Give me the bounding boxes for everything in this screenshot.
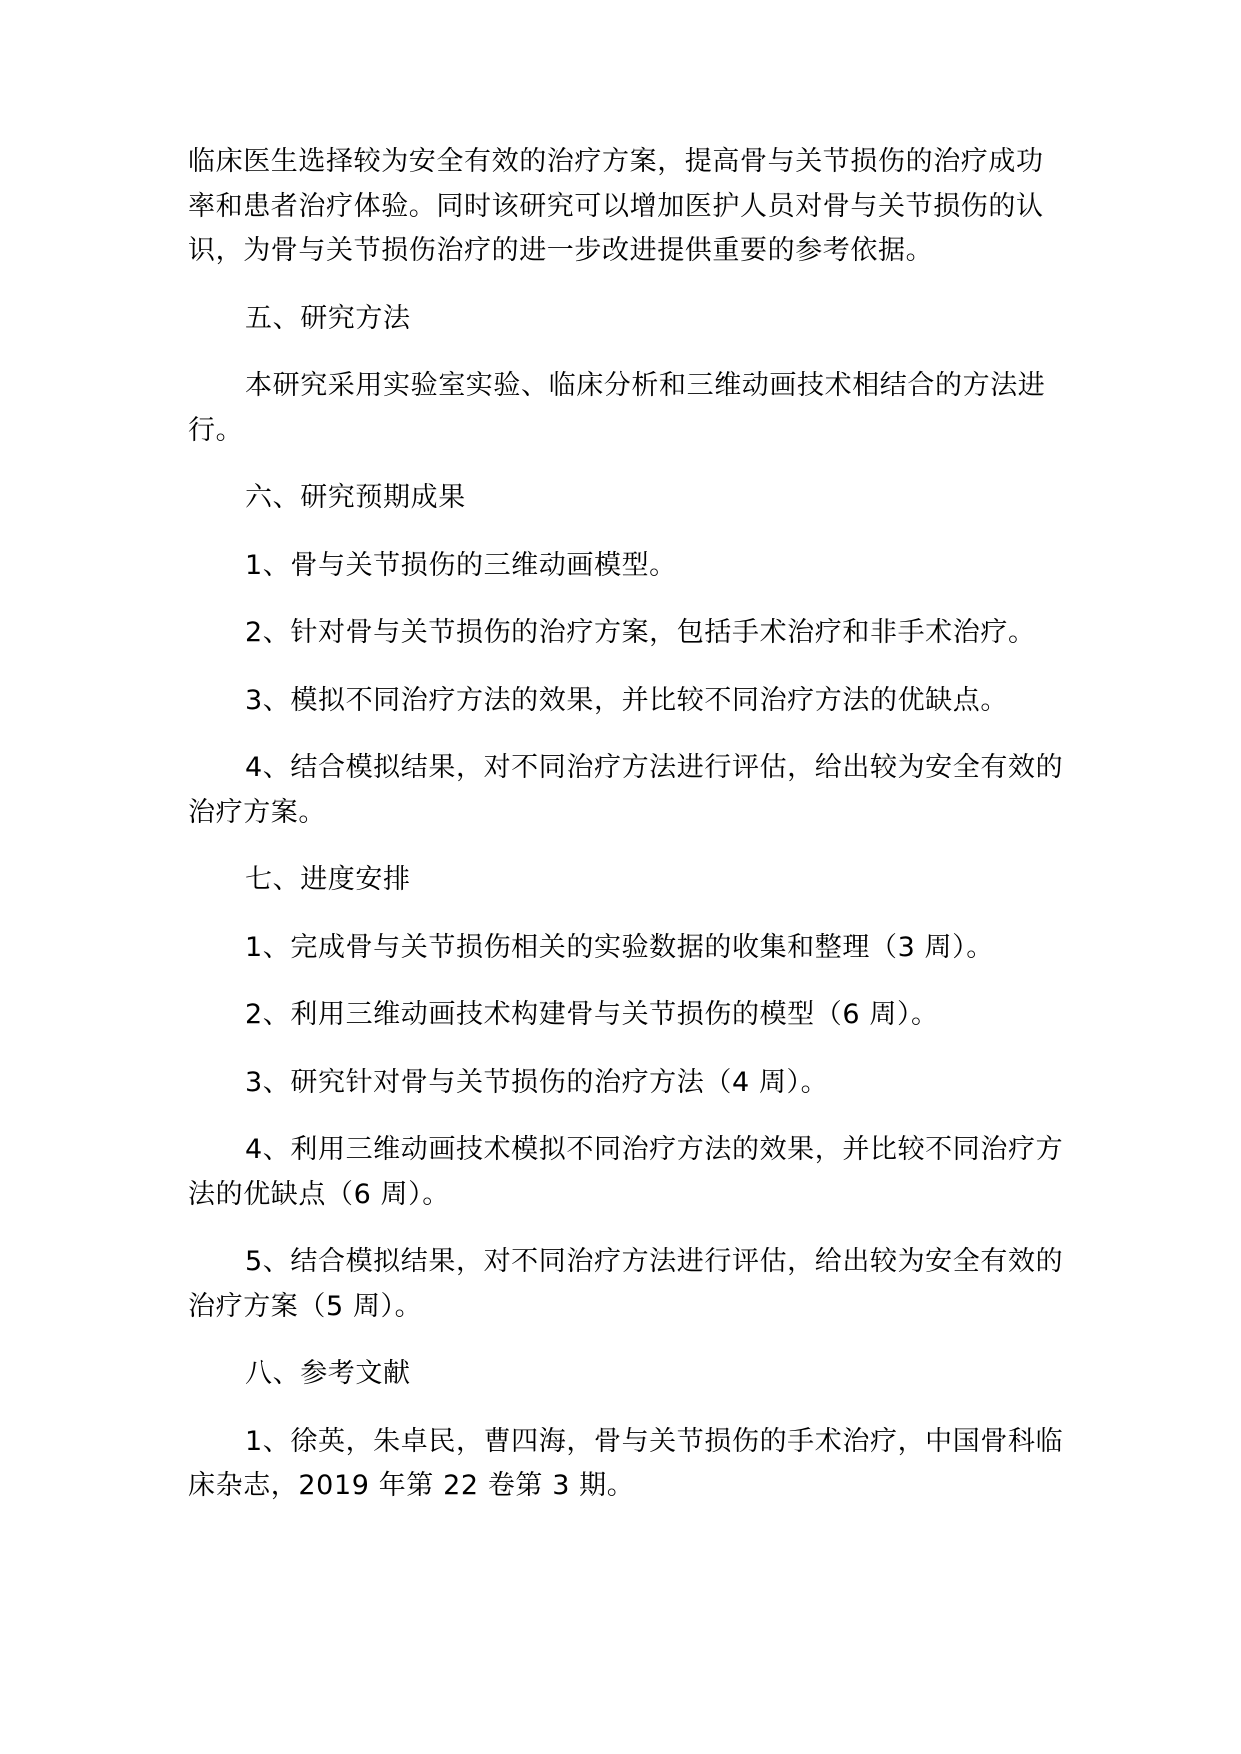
document-body — [188, 140, 1064, 1532]
list-item-schedule — [188, 926, 1058, 971]
reference-item — [188, 1420, 1064, 1509]
list-item-schedule — [188, 1061, 1058, 1106]
text-line: 治疗方案（5 周）。 — [188, 1290, 423, 1322]
text-line: 2、利用三维动画技术构建骨与关节损伤的模型（6 周）。 — [245, 999, 939, 1030]
paragraph-research-significance — [188, 140, 1058, 274]
list-item-expected-result — [188, 679, 1058, 724]
text-line: 率和患者治疗体验。同时该研究可以增加医护人员对骨与关节损伤的认 — [188, 190, 1044, 222]
section-heading-expected-results — [188, 476, 1058, 521]
text-line: 3、模拟不同治疗方法的效果，并比较不同治疗方法的优缺点。 — [245, 684, 1008, 716]
heading-text: 七、进度安排 — [245, 864, 411, 895]
heading-text: 八、参考文献 — [245, 1358, 411, 1389]
list-item-schedule — [188, 993, 1058, 1038]
list-item-expected-result — [188, 611, 1058, 656]
section-heading-research-methods — [188, 297, 1058, 342]
text-line: 1、骨与关节损伤的三维动画模型。 — [245, 549, 677, 581]
text-line: 治疗方案。 — [188, 796, 326, 828]
text-line: 2、针对骨与关节损伤的治疗方案，包括手术治疗和非手术治疗。 — [245, 617, 1036, 648]
text-line: 行。 — [188, 414, 244, 446]
text-line: 临床医生选择较为安全有效的治疗方案，提高骨与关节损伤的治疗成功 — [188, 146, 1044, 177]
text-line: 4、利用三维动画技术模拟不同治疗方法的效果，并比较不同治疗方 — [245, 1134, 1064, 1165]
heading-text: 五、研究方法 — [245, 302, 411, 334]
text-line: 床杂志，2019 年第 22 卷第 3 期。 — [188, 1470, 635, 1501]
list-item-schedule — [188, 1128, 1064, 1217]
text-line: 识，为骨与关节损伤治疗的进一步改进提供重要的参考依据。 — [188, 235, 934, 266]
section-heading-references — [188, 1352, 1058, 1397]
text-line: 3、研究针对骨与关节损伤的治疗方法（4 周）。 — [245, 1066, 829, 1098]
text-line: 1、徐英，朱卓民，曹四海，骨与关节损伤的手术治疗，中国骨科临 — [245, 1425, 1064, 1457]
list-item-expected-result — [188, 544, 1058, 589]
heading-text: 六、研究预期成果 — [245, 482, 466, 513]
list-item-schedule — [188, 1240, 1064, 1329]
list-item-expected-result — [188, 746, 1064, 835]
text-line: 4、结合模拟结果，对不同治疗方法进行评估，给出较为安全有效的 — [245, 752, 1064, 783]
section-heading-schedule — [188, 858, 1058, 903]
text-line: 本研究采用实验室实验、临床分析和三维动画技术相结合的方法进 — [245, 370, 1046, 401]
paragraph-research-methods — [188, 364, 1058, 453]
text-line: 5、结合模拟结果，对不同治疗方法进行评估，给出较为安全有效的 — [245, 1246, 1064, 1277]
text-line: 1、完成骨与关节损伤相关的实验数据的收集和整理（3 周）。 — [245, 931, 994, 963]
text-line: 法的优缺点（6 周）。 — [188, 1178, 450, 1210]
